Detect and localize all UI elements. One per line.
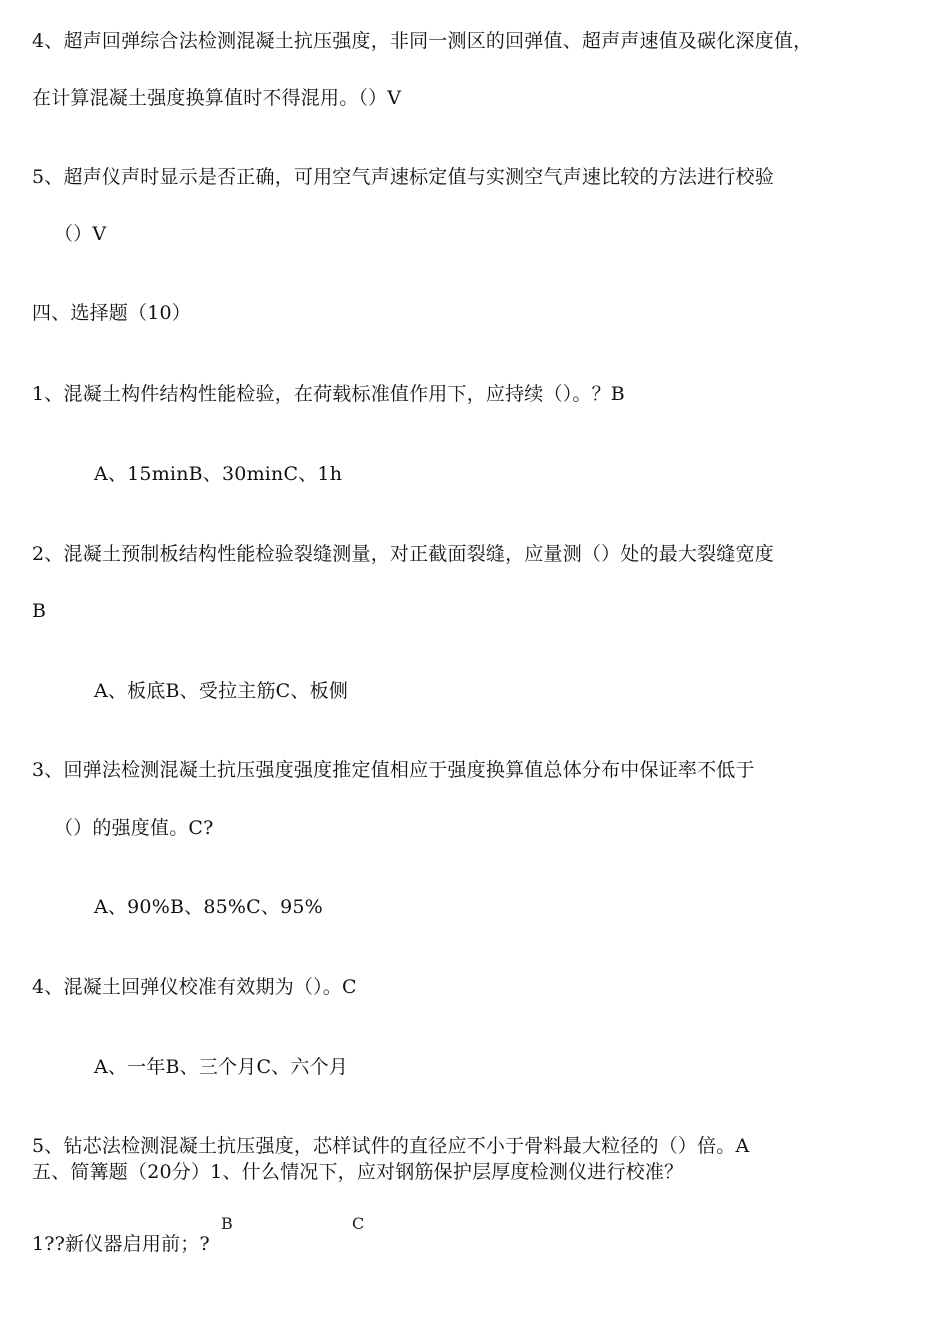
choice-question-2-line2: B	[32, 600, 47, 622]
section-heading-short-answer: 五、简篝题（20分）1、什么情况下，应对钢筋保护层厚度检测仪进行校准？	[32, 1161, 684, 1183]
choice-question-1-options: A、15minB、30minC、1h	[94, 463, 343, 485]
choice-question-3-line2: （）的强度值。C?	[54, 817, 214, 839]
choice-question-3-options: A、90%B、85%C、95%	[94, 896, 323, 918]
true-false-question-4-line1: 4、超声回弹综合法检测混凝土抗压强度，非同一测区的回弹值、超声声速值及碳化深度值，	[32, 30, 813, 52]
choice-question-2-line1: 2、混凝土预制板结构性能检验裂缝测量，对正截面裂缝，应量测（）处的最大裂缝宽度	[32, 543, 774, 565]
choice-question-3-line1: 3、回弹法检测混凝土抗压强度强度推定值相应于强度换算值总体分布中保证率不低于	[32, 759, 755, 781]
short-answer-1-response: 1??新仪器启用前；?	[32, 1233, 210, 1255]
section-heading-multiple-choice: 四、选择题（10）	[32, 302, 191, 324]
clipped-option-b-fragment: B	[221, 1214, 233, 1233]
true-false-question-4-line2: 在计算混凝土强度换算值时不得混用。（）V	[32, 87, 402, 109]
choice-question-4: 4、混凝土回弹仪校准有效期为（）。C	[32, 976, 357, 998]
true-false-question-5-line2: （）V	[54, 223, 107, 245]
true-false-question-5-line1: 5、超声仪声时显示是否正确，可用空气声速标定值与实测空气声速比较的方法进行校验	[32, 166, 774, 188]
clipped-option-c-fragment: C	[352, 1214, 365, 1233]
choice-question-5: 5、钻芯法检测混凝土抗压强度，芯样试件的直径应不小于骨料最大粒径的（）倍。A	[32, 1135, 750, 1157]
choice-question-1: 1、混凝土构件结构性能检验，在荷载标准值作用下，应持续（）。？B	[32, 383, 625, 405]
choice-question-2-options: A、板底B、受拉主筋C、板侧	[94, 680, 349, 702]
choice-question-4-options: A、一年B、三个月C、六个月	[94, 1056, 349, 1078]
